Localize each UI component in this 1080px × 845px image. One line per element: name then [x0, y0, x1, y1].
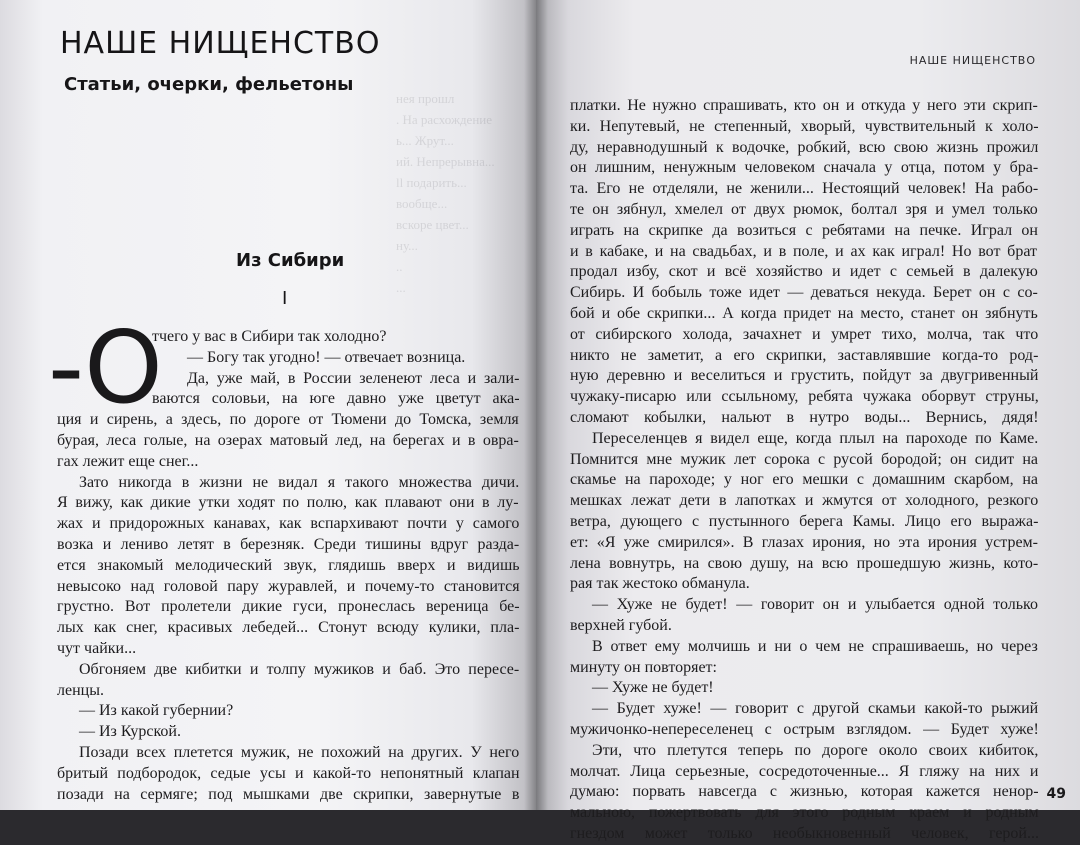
text-line: бурая, леса голые, на озерах матовый лед, на берегах и в овра-: [57, 431, 519, 449]
text-line: Позади всех плетется мужик, не похожий на других. У него: [79, 743, 520, 761]
text-line: гнездом может только необыкновенный человек, герой...: [570, 824, 1039, 842]
text-line: мешках лежат дети в лапотках и жмутся от холодного, резкого: [570, 492, 1039, 510]
text-line: играть на скрипке да возиться с ребятами на печке. Играл он: [570, 221, 1038, 239]
text-line: рая так жестоко обманула.: [570, 575, 750, 593]
left-page: [0, 0, 536, 810]
section-number: I: [282, 288, 288, 309]
text-line: ет: «Я уже смирился». В глазах ирония, но эта ирония устрем-: [570, 533, 1038, 551]
right-body-text: [570, 96, 1040, 845]
text-line: Помнится мне мужик лет сорока с русой бородой; он сидит на: [570, 450, 1038, 468]
text-line: Эти, что плетутся теперь по дороге около своих кибиток,: [592, 741, 1039, 759]
text-line: ваются соловьи, на юге давно уже цветут ака-: [152, 390, 520, 408]
drop-cap: -О: [48, 309, 163, 426]
text-line: позади на сермяге; под мышками две скрипки, завернутые в: [57, 785, 520, 803]
text-line: — Хуже не будет! — говорит он и улыбается одной только: [592, 596, 1038, 614]
page-number: 49: [1046, 786, 1066, 802]
text-line: — Хуже не будет!: [592, 679, 714, 697]
text-line: гах лежит еще снег...: [57, 452, 199, 470]
text-line: тчего у вас в Сибири так холодно?: [152, 328, 387, 345]
text-line: ция и сирень, а здесь, по дороге от Тюмени до Томска, земля: [57, 411, 519, 429]
text-line: — Богу так угодно! — отвечает возница.: [187, 348, 466, 366]
text-line: ную деревню и веселиться и грустить, пойдут за двугривенный: [570, 367, 1039, 385]
right-page: [536, 0, 1080, 842]
text-line: Сибирь. И бобыль тоже идет — деваться некуда. Берет он с со-: [570, 284, 1038, 302]
text-line: верхней губой.: [570, 616, 672, 634]
text-line: ется знакомый мелодический звук, глядишь вверх и видишь: [57, 556, 520, 574]
text-line: продал избу, скот и всё хозяйство и идет с семьей в далекую: [570, 263, 1038, 281]
text-line: возка и лениво летят в березняк. Среди тишины вдруг разда-: [57, 535, 520, 553]
text-line: лена вовнутрь, на свою душу, на всю прошедшую жизнь, кото-: [570, 554, 1039, 572]
text-line: он лишним, ненужным человеком сначала у отца, потом у бра-: [570, 159, 1039, 177]
text-line: та. Его не отделяли, не женили... Нестоящий человек! На рабо-: [570, 180, 1039, 198]
text-line: бритый подбородок, седые усы и какой-то непонятный клапан: [57, 764, 520, 782]
text-line: жах и придорожных канавах, как вспархивают почти у самого: [57, 515, 520, 533]
text-line: ки. Непутевый, не степенный, хворый, чувствительный к холо-: [570, 117, 1039, 135]
text-line: и в кабаке, и на свадьбах, и в поле, и ах как играл! Но вот брат: [570, 242, 1037, 260]
section-title: Из Сибири: [236, 250, 345, 271]
text-line: чут чайки...: [57, 639, 137, 657]
text-line: Переселенцев я видел еще, когда плыл на пароходе по Каме.: [592, 429, 1039, 447]
text-line: платки. Не нужно спрашивать, кто он и откуда у него эти скрип-: [570, 97, 1038, 114]
text-line: В ответ ему молчишь и ни о чем не спрашиваешь, но через: [592, 637, 1038, 655]
text-line: грустно. Вот пролетели дикие гуси, пронеслась вереница бе-: [57, 598, 520, 616]
book-gutter: [524, 0, 548, 810]
text-line: лых как снег, красивых лебедей... Стонут всюду кулики, пла-: [57, 619, 520, 637]
text-line: Обгоняем две кибитки и толпу мужиков и баб. Это пересе-: [79, 660, 520, 678]
text-line: минуту он повторяет:: [570, 658, 717, 676]
text-line: чужаку-писарю или ссыльному, ребята чужака оборвут струны,: [570, 388, 1039, 406]
book-title: НАШЕ НИЩЕНСТВО: [60, 26, 381, 61]
text-line: мужичонко-непереселенец с острым взглядом. — Будет хуже!: [570, 720, 1039, 738]
text-line: скамье на пароходе; у ног его мешки с домашним скарбом, на: [570, 471, 1038, 489]
left-body-text: [57, 327, 521, 805]
text-line: ленцы.: [57, 681, 104, 699]
text-line: сломают кобылки, нальют в нутро воды... Вернись, дядя!: [570, 408, 1039, 426]
text-line: никто не заметит, а его скрипки, заставлявшие когда-то род-: [570, 346, 1039, 364]
text-line: те он зябнул, хмелел от двух рюмок, болтал зря и умел только: [570, 200, 1038, 218]
show-through-text: нея прошл . На расхождение ь... Жрут... ий. Непрерывна... ll подарить... вообще... вскоре цвет... ну... .. ...: [396, 91, 495, 295]
text-line: — Из Курской.: [79, 723, 181, 741]
text-line: невысоко над головой пару журавлей, и почему-то становится: [57, 577, 520, 595]
text-line: мальною, пожертвовать для этого родным краем и родным: [570, 804, 1039, 822]
text-line: ветра, дующего с пустынного берега Камы. Лицо его выража-: [570, 512, 1039, 530]
text-line: — Будет хуже! — говорит с другой скамьи какой-то рыжий: [592, 700, 1039, 718]
text-line: от сибирского холода, зачахнет и умрет тихо, молча, так что: [570, 325, 1039, 343]
text-line: думаю: порвать навсегда с жизнью, которая кажется ненор-: [570, 783, 1039, 801]
book-subtitle: Статьи, очерки, фельетоны: [64, 74, 354, 95]
text-line: молчат. Лица серьезные, сосредоточенные... Я гляжу на них и: [570, 762, 1039, 780]
text-line: Я вижу, как дикие утки ходят по полю, как плавают они в лу-: [57, 494, 519, 512]
text-line: бой и обе скрипки... А когда придет на место, станет он зябнуть: [570, 304, 1038, 322]
text-line: ду, неравнодушный к водочке, робкий, всю свою жизнь прожил: [570, 138, 1039, 156]
running-head: НАШЕ НИЩЕНСТВО: [909, 54, 1036, 67]
text-line: Зато никогда в жизни не видал я такого множества дичи.: [79, 473, 520, 491]
text-line: — Из какой губернии?: [79, 702, 234, 720]
text-line: Да, уже май, в России зеленеют леса и зали-: [187, 369, 520, 387]
